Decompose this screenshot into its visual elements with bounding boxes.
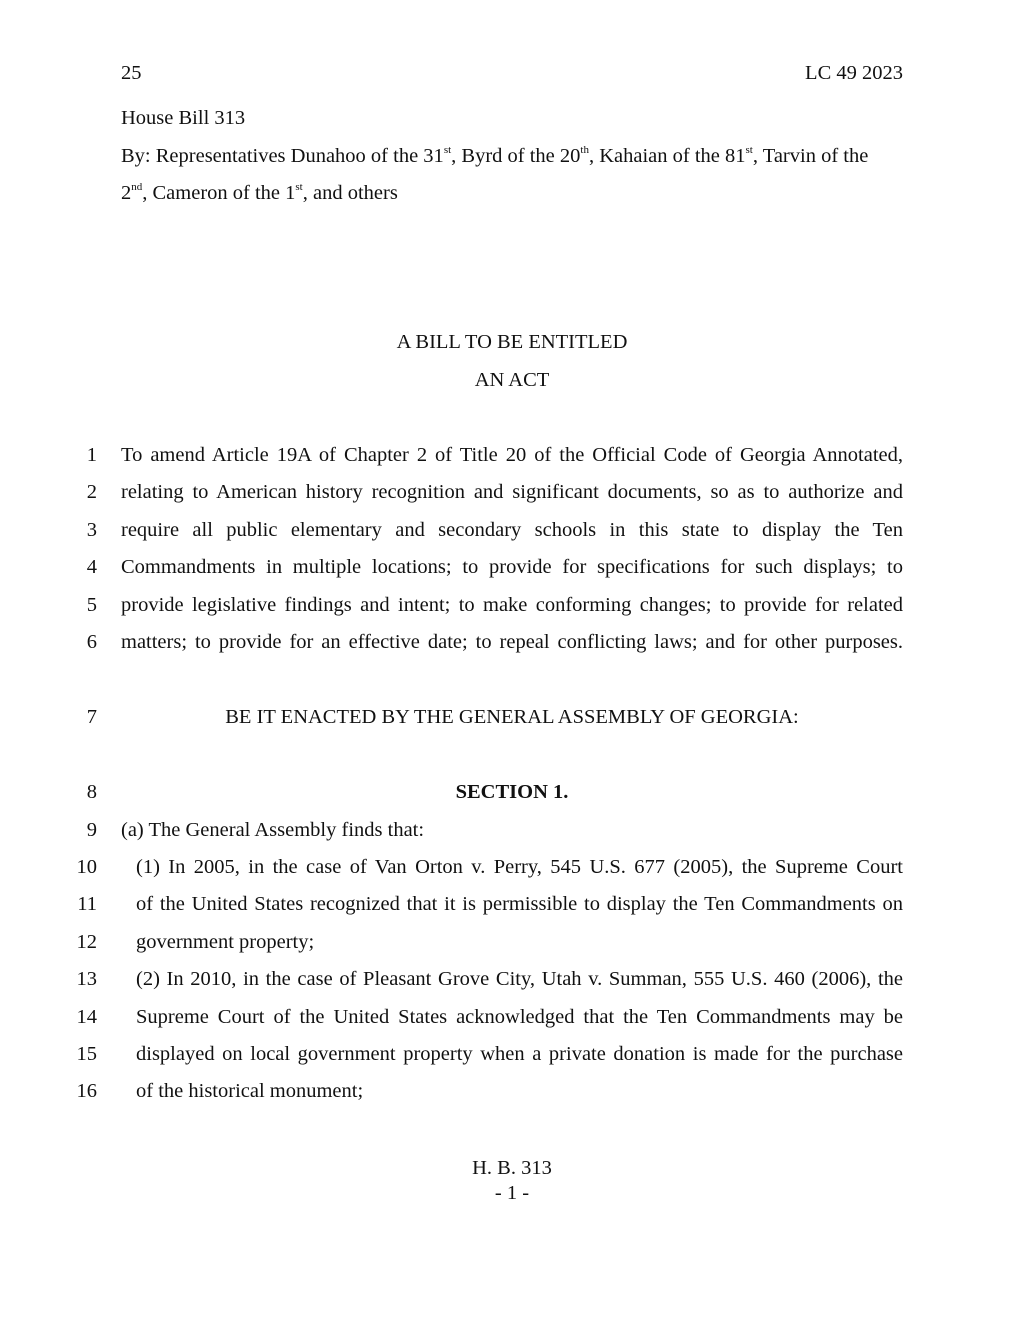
- body-line: To amend Article 19A of Chapter 2 of Title 20 of the Official Code of Georgia Annotated,: [121, 444, 903, 466]
- line-number: 5: [86, 594, 97, 616]
- ordinal-suffix: st: [745, 144, 753, 156]
- body-line: matters; to provide for an effective date; to repeal conflicting laws; and for other purposes.: [121, 631, 903, 653]
- bill-title: House Bill 313: [121, 107, 246, 129]
- ordinal-suffix: nd: [131, 181, 143, 193]
- body-line: require all public elementary and secondary schools in this state to display the Ten: [121, 519, 903, 541]
- act-heading: AN ACT: [474, 369, 550, 391]
- line-number: 9: [86, 819, 97, 841]
- body-line: (1) In 2005, in the case of Van Orton v. Perry, 545 U.S. 677 (2005), the Supreme Court: [136, 856, 903, 878]
- line-number: 3: [86, 519, 97, 541]
- page-number-header: 25: [121, 62, 142, 84]
- ordinal-suffix: th: [580, 144, 589, 156]
- footer-page-number: - 1 -: [494, 1182, 530, 1204]
- line-number: 14: [76, 1006, 97, 1028]
- line-number: 13: [76, 968, 97, 990]
- line-number: 16: [76, 1080, 97, 1102]
- body-line: (a) The General Assembly finds that:: [121, 819, 425, 841]
- ordinal-suffix: st: [295, 181, 303, 193]
- line-number: 10: [76, 856, 97, 878]
- line-number: 7: [86, 706, 97, 728]
- line-number: 6: [86, 631, 97, 653]
- sponsors-line-1: [121, 145, 868, 168]
- line-number: 2: [86, 481, 97, 503]
- line-number: 8: [86, 781, 97, 803]
- body-line: of the United States recognized that it is permissible to display the Ten Commandments on: [136, 893, 903, 915]
- ordinal-suffix: st: [443, 144, 452, 156]
- document-code: LC 49 2023: [805, 62, 903, 84]
- sponsor-cameron: , Cameron of the 1: [142, 182, 296, 204]
- enacting-clause: BE IT ENACTED BY THE GENERAL ASSEMBLY OF GEORGIA:: [225, 706, 799, 728]
- line-number: 12: [76, 931, 97, 953]
- sponsors-line-2: [121, 182, 398, 205]
- sponsors-others: , and others: [302, 182, 398, 204]
- body-line: Supreme Court of the United States acknowledged that the Ten Commandments may be: [136, 1006, 903, 1028]
- sponsor-byrd: , Byrd of the 20: [451, 145, 581, 167]
- body-line: of the historical monument;: [136, 1080, 364, 1102]
- bill-heading: A BILL TO BE ENTITLED: [396, 331, 628, 353]
- line-number: 15: [76, 1043, 97, 1065]
- line-number: 1: [86, 444, 97, 466]
- line-number: 4: [86, 556, 97, 578]
- sponsor-tarvin: , Tarvin of the: [752, 145, 869, 167]
- body-line: government property;: [136, 931, 315, 953]
- body-line: Commandments in multiple locations; to provide for specifications for such displays; to: [121, 556, 903, 578]
- sponsor-kahaian: , Kahaian of the 81: [588, 145, 746, 167]
- line-number: 11: [77, 893, 97, 915]
- body-line: (2) In 2010, in the case of Pleasant Grove City, Utah v. Summan, 555 U.S. 460 (2006), the: [136, 968, 903, 990]
- sponsor-dunahoo: Dunahoo of the 31: [290, 145, 444, 167]
- body-line: displayed on local government property when a private donation is made for the purchase: [136, 1043, 903, 1065]
- sponsors-prefix: By: Representatives: [121, 145, 291, 167]
- body-line: relating to American history recognition and significant documents, so as to authorize and: [121, 481, 903, 503]
- footer-bill-number: H. B. 313: [472, 1157, 552, 1179]
- section-heading: SECTION 1.: [455, 781, 569, 803]
- district-number: 2: [121, 182, 132, 204]
- body-line: provide legislative findings and intent; to make conforming changes; to provide for related: [121, 594, 903, 616]
